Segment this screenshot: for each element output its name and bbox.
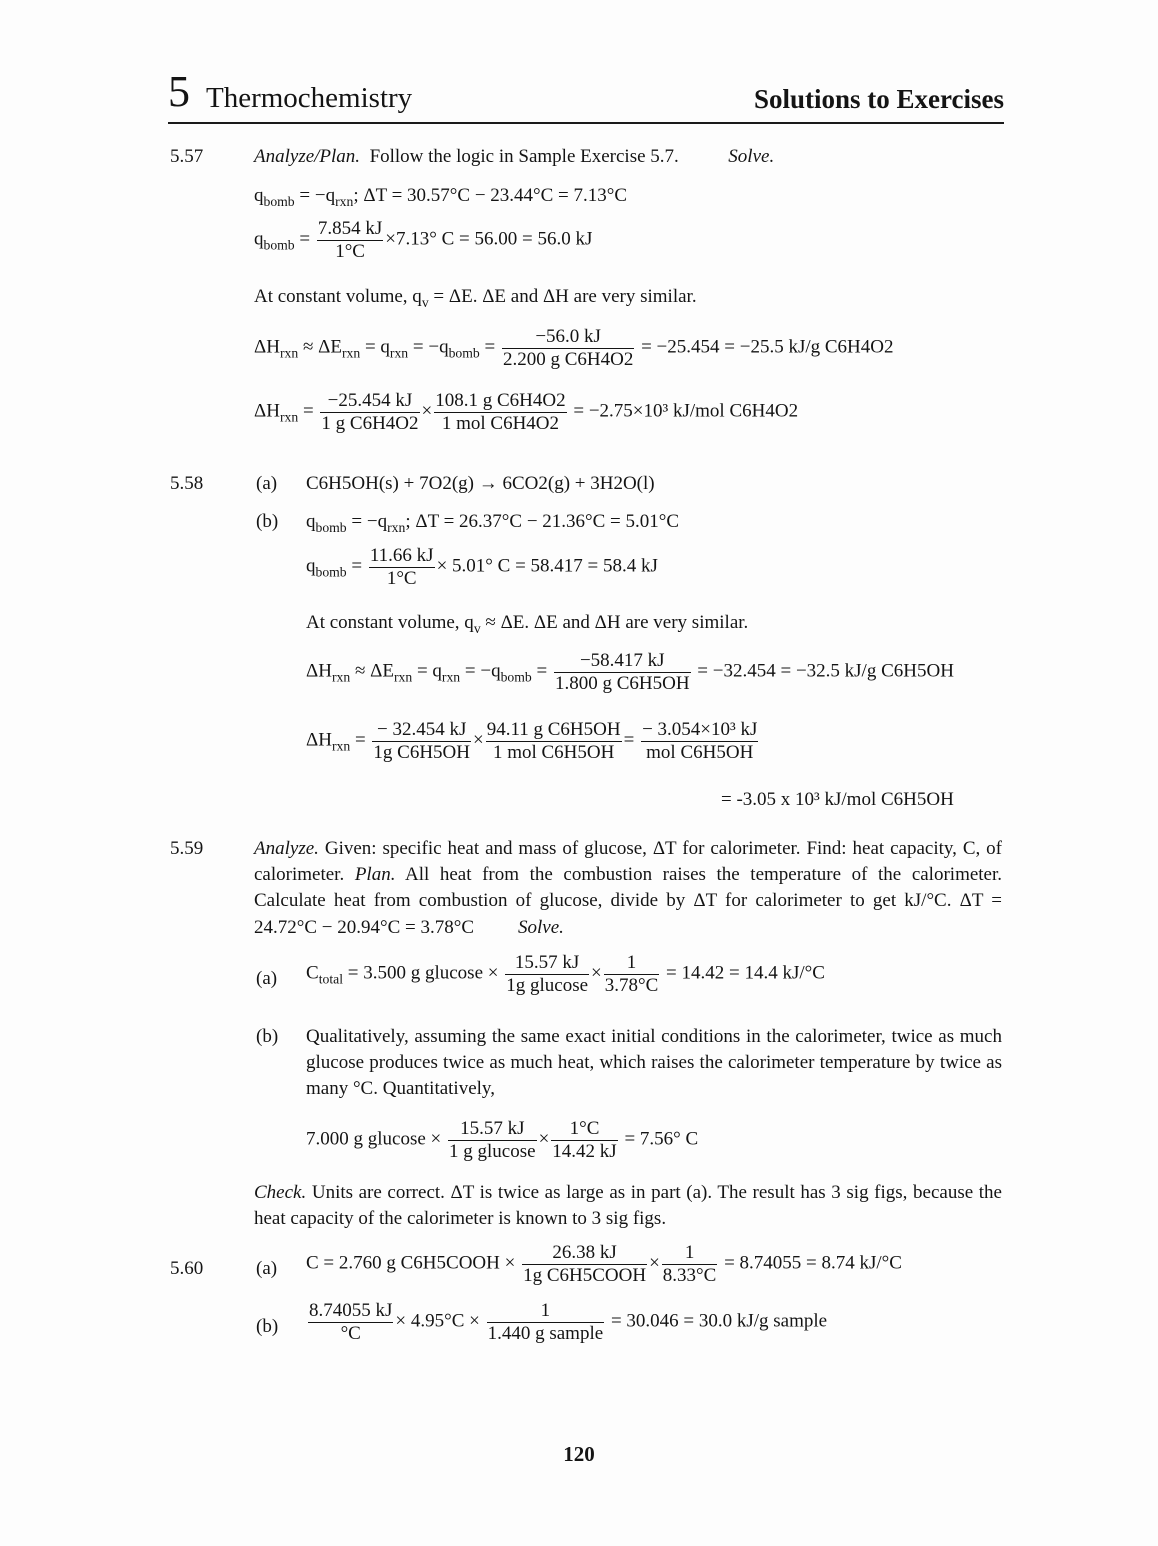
fraction: $\frac{\text{108.1 g C6H4O2}}{\text{1 mol C6H4O2}}$ [435, 390, 566, 434]
exercise-5-57-eq1: $q_{bomb} = -q_{rxn}$; ΔT = 30.57°C − 23.44°C = 7.13°C [254, 185, 628, 209]
fraction: $\frac{-25.454 kJ}{\text{1 g C6H4O2}}$ [321, 390, 419, 434]
fraction: $\frac{1^\circ C}{14.42 kJ}$ [552, 1118, 617, 1162]
fraction: $\frac{- 32.454 kJ}{\text{1g C6H5OH}}$ [373, 719, 470, 763]
fraction: $\frac{1}{3.78^\circ C}$ [604, 952, 659, 996]
page-number: 120 [563, 1442, 595, 1466]
exercise-5-59-a-eq: $C_{total} = 3.500$ g glucose × $\frac{15.57 kJ}{\text{1g glucose}}$ × $\frac{1}{3.78^\circ C}$ = 14.42 = 14.4 kJ/°C [306, 952, 825, 996]
exercise-5-60-b-eq: $\frac{8.74055 kJ}{^\circ C}$ × 4.95°C × $\frac{1}{\text{1.440 g sample}}$ = 30.046 = 30.0 kJ/g sample [309, 1300, 828, 1344]
exercise-5-57-eq3: $\Delta H_{rxn} \approx \Delta E_{rxn} = q_{rxn} = -q_{bomb}$ = $\frac{-56.0 kJ}{\text{2.200 g C6H4O2}}$ = −25.454 = −25.5 kJ/g C6H4O2 [254, 326, 894, 370]
exercise-5-59-b-text: Qualitatively, assuming the same exact initial conditions in the calorimeter, twice as much glucose produces twice as much heat, which raises the calorimeter temperature by twice as many °C. Quantitatively, [306, 1026, 1002, 1100]
part-a-label: (a) [256, 473, 278, 494]
exercise-number-5-58: 5.58 [170, 473, 204, 494]
part-b-label: (b) [256, 1026, 279, 1047]
fraction: $\frac{15.57 kJ}{\text{1g glucose}}$ [506, 952, 589, 996]
exercise-5-58-b-eq3: $\Delta H_{rxn} \approx \Delta E_{rxn} = q_{rxn} = -q_{bomb}$ = $\frac{-58.417 kJ}{\text{1.800 g C6H5OH}}$ = −32.454 = −32.5 kJ/g C6H5OH [306, 650, 954, 694]
exercise-5-57-eq4: $\Delta H_{rxn}$ = $\frac{-25.454 kJ}{\text{1 g C6H4O2}}$ × $\frac{\text{108.1 g C6H4O2}}{\text{1 mol C6H4O2}}$ = −2.75×10³ kJ/mol C6H4O2 [254, 390, 799, 434]
exercise-5-58-constant-volume: At constant volume, $q_v \approx \Delta E$. ΔE and ΔH are very similar. [306, 612, 749, 636]
fraction: $\frac{8.74055 kJ}{^\circ C}$ [309, 1300, 393, 1344]
exercise-number-5-59: 5.59 [170, 838, 204, 859]
solve-label: Solve. [728, 146, 775, 167]
part-b-label: (b) [256, 1316, 279, 1337]
chapter-title: Thermochemistry [206, 82, 413, 114]
exercise-5-58-b-eq4: $\Delta H_{rxn}$ = $\frac{- 32.454 kJ}{\text{1g C6H5OH}}$ × $\frac{\text{94.11 g C6H5OH}}{\text{1 mol C6H5OH}}$ = $\frac{\text{− 3.054×10³ kJ}}{\text{mol C6H5OH}}$ [306, 719, 758, 763]
exercise-number-5-60: 5.60 [170, 1258, 204, 1279]
fraction: $\frac{1}{\text{1.440 g sample}}$ [487, 1300, 604, 1344]
exercise-5-59-b-eq: 7.000 g glucose × $\frac{15.57 kJ}{\text{1 g glucose}}$ × $\frac{1^\circ C}{14.42 kJ}$ = 7.56° C [306, 1118, 699, 1162]
intro-text: Follow the logic in Sample Exercise 5.7. [369, 146, 679, 167]
fraction: $\frac{26.38 kJ}{\text{1g C6H5COOH}}$ [523, 1242, 647, 1286]
exercise-5-60-a-eq: C = 2.760 g C6H5COOH × $\frac{26.38 kJ}{\text{1g C6H5COOH}}$ × $\frac{1}{8.33^\circ C}$ = 8.74055 = 8.74 kJ/°C [306, 1242, 902, 1286]
fraction: $\frac{7.854 kJ}{1^\circ C}$ [317, 218, 383, 262]
fraction: $\frac{1}{8.33^\circ C}$ [662, 1242, 717, 1286]
exercise-5-57-constant-volume: At constant volume, $q_v = \Delta E$. ΔE and ΔH are very similar. [254, 286, 697, 310]
exercise-5-59-check: Check. Units are correct. ΔT is twice as large as in part (a). The result has 3 sig figs, because the heat capacity of the calorimeter is known to 3 sig figs. [254, 1182, 1002, 1230]
fraction: $\frac{11.66 kJ}{1^\circ C}$ [369, 545, 434, 589]
exercise-5-59-intro: Analyze. Given: specific heat and mass of glucose, ΔT for calorimeter. Find: heat capacity, C, of calorimeter. Plan. All heat from the combustion raises the temperature of the calorimeter. Calculate heat from combustion of glucose, divide by ΔT for calorimeter to get kJ/°C. ΔT = 24.72°C − 20.94°C = 3.78°C Solve. [254, 838, 1003, 938]
intro-label: Analyze/Plan. [254, 146, 361, 167]
fraction: $\frac{15.57 kJ}{\text{1 g glucose}}$ [449, 1118, 536, 1162]
exercise-5-58-b-eq2: $q_{bomb}$ = $\frac{11.66 kJ}{1^\circ C}$ × 5.01° C = 58.417 = 58.4 kJ [306, 545, 658, 589]
fraction: $\frac{\text{− 3.054×10³ kJ}}{\text{mol C6H5OH}}$ [642, 719, 758, 763]
part-b-label: (b) [256, 511, 279, 532]
exercise-5-57-intro [254, 144, 774, 170]
header-rule [168, 122, 1004, 124]
exercise-5-57-eq2: $q_{bomb}$ = $\frac{7.854 kJ}{1^\circ C}$ ×7.13° C = 56.00 = 56.0 kJ [254, 218, 593, 262]
part-a-label: (a) [256, 968, 278, 989]
fraction: $\frac{-58.417 kJ}{\text{1.800 g C6H5OH}}$ [554, 650, 690, 694]
fraction: $\frac{-56.0 kJ}{\text{2.200 g C6H4O2}}$ [502, 326, 634, 370]
exercise-5-58-b-eq1: $q_{bomb} = -q_{rxn}$; ΔT = 26.37°C − 21.36°C = 5.01°C [306, 511, 680, 535]
part-a-label: (a) [256, 1258, 278, 1279]
exercise-number-5-57: 5.57 [170, 146, 204, 167]
fraction: $\frac{\text{94.11 g C6H5OH}}{\text{1 mol C6H5OH}}$ [486, 719, 621, 763]
chapter-number: 5 [168, 67, 190, 116]
exercise-5-58-a-eq: C6H5OH(s) + 7O2(g) → 6CO2(g) + 3H2O(l) [306, 473, 655, 494]
section-title: Solutions to Exercises [753, 84, 1004, 114]
exercise-5-58-b-eq5: = -3.05 x 10³ kJ/mol C6H5OH [721, 789, 954, 810]
